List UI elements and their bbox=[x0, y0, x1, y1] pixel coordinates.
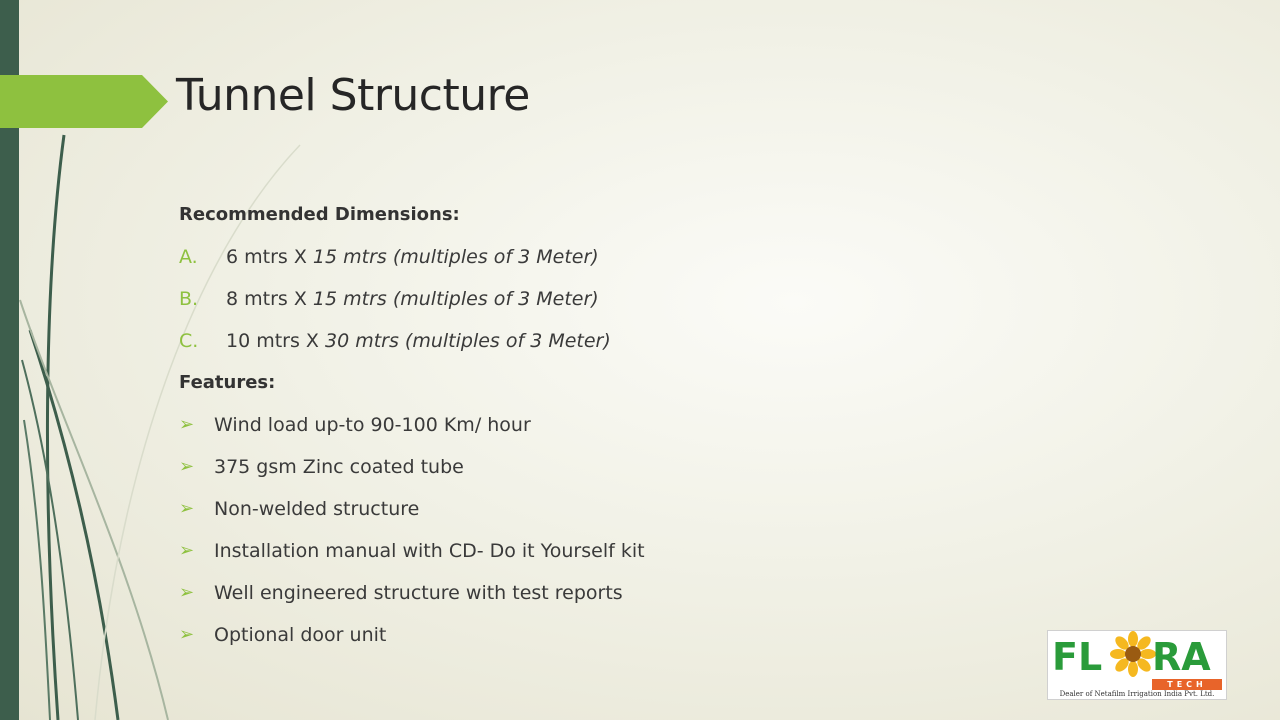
arrow-bullet-icon: ➢ bbox=[179, 582, 195, 603]
dimension-italic: 15 mtrs (multiples of 3 Meter) bbox=[312, 246, 599, 268]
dimension-main: 10 mtrs X bbox=[226, 330, 325, 352]
dimension-main: 6 mtrs X bbox=[226, 246, 313, 268]
feature-text: Installation manual with CD- Do it Yourself kit bbox=[214, 540, 645, 562]
logo-text-right: RA bbox=[1152, 635, 1211, 679]
dimension-text bbox=[226, 326, 611, 356]
dimensions-heading: Recommended Dimensions: bbox=[179, 204, 460, 225]
arrow-bullet-icon: ➢ bbox=[179, 624, 195, 645]
list-marker: C. bbox=[179, 330, 199, 352]
logo-text-left: FL bbox=[1052, 635, 1103, 679]
list-marker: A. bbox=[179, 246, 198, 268]
feature-text: Optional door unit bbox=[214, 624, 387, 646]
arrow-bullet-icon: ➢ bbox=[179, 498, 195, 519]
slide-title: Tunnel Structure bbox=[176, 70, 530, 121]
feature-item bbox=[179, 578, 979, 620]
slide-content bbox=[179, 200, 979, 662]
flora-tech-logo bbox=[1047, 630, 1227, 700]
feature-item bbox=[179, 536, 979, 578]
logo-tech-label: TECH bbox=[1152, 679, 1222, 690]
dimension-item bbox=[179, 242, 979, 284]
feature-item bbox=[179, 452, 979, 494]
features-heading: Features: bbox=[179, 372, 276, 393]
feature-text: 375 gsm Zinc coated tube bbox=[214, 456, 464, 478]
dimension-text bbox=[226, 284, 599, 314]
title-arrow-shape bbox=[0, 75, 168, 128]
feature-text: Wind load up-to 90-100 Km/ hour bbox=[214, 414, 531, 436]
arrow-bullet-icon: ➢ bbox=[179, 414, 195, 435]
feature-text: Well engineered structure with test reports bbox=[214, 582, 623, 604]
dimension-item bbox=[179, 284, 979, 326]
dimension-main: 8 mtrs X bbox=[226, 288, 313, 310]
logo-caption: Dealer of Netafilm Irrigation India Pvt. Ltd. bbox=[1059, 690, 1215, 698]
arrow-bullet-icon: ➢ bbox=[179, 540, 195, 561]
arrow-bullet-icon: ➢ bbox=[179, 456, 195, 477]
dimension-italic: 30 mtrs (multiples of 3 Meter) bbox=[324, 330, 611, 352]
sunflower-icon bbox=[1110, 631, 1156, 677]
list-marker: B. bbox=[179, 288, 199, 310]
feature-item bbox=[179, 494, 979, 536]
dimension-text bbox=[226, 242, 599, 272]
feature-item bbox=[179, 620, 979, 662]
dimension-item bbox=[179, 326, 979, 368]
feature-text: Non-welded structure bbox=[214, 498, 420, 520]
feature-item bbox=[179, 410, 979, 452]
dimension-italic: 15 mtrs (multiples of 3 Meter) bbox=[312, 288, 599, 310]
